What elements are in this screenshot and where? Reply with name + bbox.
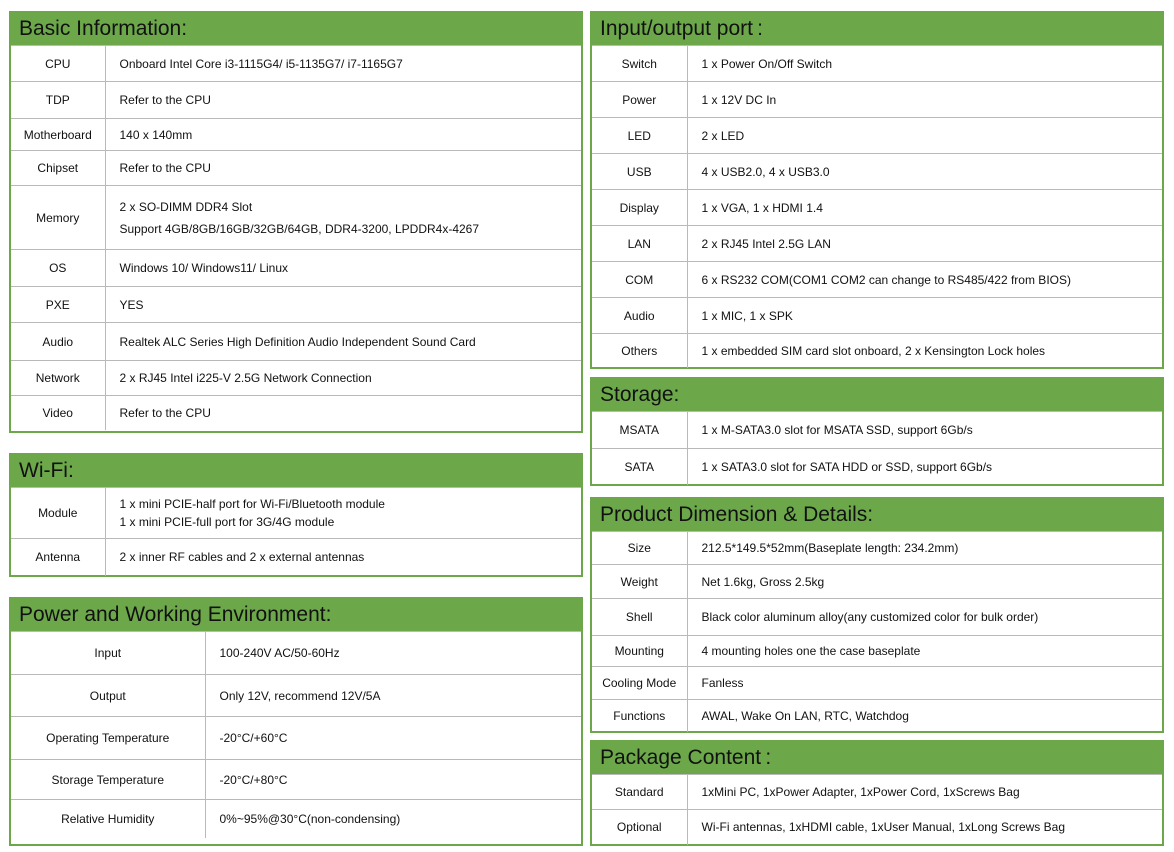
spec-row bbox=[592, 532, 1162, 565]
spec-label: Size bbox=[592, 532, 687, 565]
spec-label: Others bbox=[592, 334, 687, 368]
spec-label: Motherboard bbox=[11, 119, 105, 151]
spec-row bbox=[11, 82, 581, 119]
spec-value-line: 100-240V AC/50-60Hz bbox=[219, 646, 340, 660]
spec-value bbox=[687, 82, 1162, 118]
spec-table bbox=[592, 531, 1162, 732]
spec-value bbox=[687, 190, 1162, 226]
spec-row bbox=[592, 810, 1162, 845]
spec-value bbox=[205, 800, 581, 838]
spec-label: Display bbox=[592, 190, 687, 226]
spec-label: Network bbox=[11, 361, 105, 396]
spec-label: PXE bbox=[11, 287, 105, 323]
spec-value-line: 212.5*149.5*52mm(Baseplate length: 234.2mm) bbox=[701, 541, 959, 555]
section-title: Input/output port : bbox=[592, 13, 1162, 45]
spec-value bbox=[687, 154, 1162, 190]
spec-table bbox=[11, 487, 581, 576]
spec-value-line: 4 x USB2.0, 4 x USB3.0 bbox=[701, 164, 830, 179]
spec-label: Input bbox=[11, 632, 205, 675]
spec-value-line: 1 x VGA, 1 x HDMI 1.4 bbox=[701, 200, 823, 215]
spec-value bbox=[687, 667, 1162, 700]
spec-value-line: Onboard Intel Core i3-1115G4/ i5-1135G7/ i7-1165G7 bbox=[119, 56, 403, 71]
spec-value bbox=[105, 151, 581, 186]
spec-row bbox=[592, 298, 1162, 334]
spec-value-line: 1 x SATA3.0 slot for SATA HDD or SSD, support 6Gb/s bbox=[701, 459, 993, 474]
spec-row bbox=[592, 46, 1162, 82]
spec-value-line: Net 1.6kg, Gross 2.5kg bbox=[701, 574, 825, 589]
spec-row bbox=[592, 262, 1162, 298]
spec-row bbox=[592, 154, 1162, 190]
spec-row bbox=[592, 636, 1162, 667]
spec-row bbox=[11, 186, 581, 250]
spec-row bbox=[11, 632, 581, 675]
spec-value-line: 1 x Power On/Off Switch bbox=[701, 56, 832, 71]
product-dimension-section bbox=[590, 497, 1164, 733]
spec-label: MSATA bbox=[592, 412, 687, 449]
spec-value bbox=[105, 119, 581, 151]
spec-value-line: 140 x 140mm bbox=[119, 127, 193, 142]
spec-value-line: Refer to the CPU bbox=[119, 405, 211, 420]
spec-row bbox=[11, 717, 581, 760]
spec-value-line: 2 x inner RF cables and 2 x external antennas bbox=[119, 550, 365, 565]
spec-value bbox=[687, 532, 1162, 565]
spec-value-line: 1 x mini PCIE-half port for Wi-Fi/Bluetooth module bbox=[119, 497, 385, 511]
spec-row bbox=[592, 667, 1162, 700]
spec-row bbox=[11, 361, 581, 396]
spec-value bbox=[105, 287, 581, 323]
spec-row bbox=[592, 565, 1162, 599]
spec-row bbox=[11, 675, 581, 717]
spec-value-line: 1xMini PC, 1xPower Adapter, 1xPower Cord, 1xScrews Bag bbox=[701, 785, 1020, 799]
spec-value bbox=[105, 250, 581, 287]
section-title: Storage: bbox=[592, 379, 1162, 411]
spec-value bbox=[687, 226, 1162, 262]
spec-value bbox=[687, 775, 1162, 810]
spec-table bbox=[592, 411, 1162, 485]
spec-label: Memory bbox=[11, 186, 105, 250]
spec-label: SATA bbox=[592, 449, 687, 485]
spec-row bbox=[592, 775, 1162, 810]
spec-label: Shell bbox=[592, 599, 687, 636]
spec-value bbox=[105, 46, 581, 82]
package-content-section bbox=[590, 740, 1164, 846]
spec-label: Standard bbox=[592, 775, 687, 810]
spec-label: Functions bbox=[592, 700, 687, 732]
spec-row bbox=[592, 599, 1162, 636]
spec-value-line: 6 x RS232 COM(COM1 COM2 can change to RS485/422 from BIOS) bbox=[701, 272, 1071, 287]
power-environment-section bbox=[9, 597, 583, 846]
spec-row bbox=[592, 700, 1162, 732]
spec-label: TDP bbox=[11, 82, 105, 119]
spec-row bbox=[11, 250, 581, 287]
spec-row bbox=[592, 118, 1162, 154]
spec-value-line: 1 x mini PCIE-full port for 3G/4G module bbox=[119, 515, 335, 529]
spec-label: Optional bbox=[592, 810, 687, 845]
spec-label: Relative Humidity bbox=[11, 800, 205, 838]
spec-value-line: 1 x M-SATA3.0 slot for MSATA SSD, support 6Gb/s bbox=[701, 423, 973, 437]
spec-value bbox=[205, 675, 581, 717]
spec-table bbox=[11, 631, 581, 838]
spec-value bbox=[687, 118, 1162, 154]
spec-label: Output bbox=[11, 675, 205, 717]
spec-label: Video bbox=[11, 396, 105, 430]
spec-label: Mounting bbox=[592, 636, 687, 667]
spec-row bbox=[11, 323, 581, 361]
spec-label: Weight bbox=[592, 565, 687, 599]
spec-label: LAN bbox=[592, 226, 687, 262]
spec-value-line: -20°C/+80°C bbox=[219, 772, 288, 787]
spec-label: Storage Temperature bbox=[11, 760, 205, 800]
spec-row bbox=[11, 760, 581, 800]
spec-label: Cooling Mode bbox=[592, 667, 687, 700]
spec-value-line: Refer to the CPU bbox=[119, 161, 211, 175]
spec-row bbox=[11, 800, 581, 838]
spec-value-line: 0%~95%@30°C(non-condensing) bbox=[219, 811, 401, 826]
spec-value bbox=[105, 396, 581, 430]
spec-value bbox=[205, 717, 581, 760]
spec-label: LED bbox=[592, 118, 687, 154]
spec-value-line: AWAL, Wake On LAN, RTC, Watchdog bbox=[701, 708, 909, 723]
spec-value-line: 1 x 12V DC In bbox=[701, 92, 777, 107]
spec-row bbox=[592, 334, 1162, 368]
spec-value-line: 2 x SO-DIMM DDR4 Slot bbox=[119, 199, 253, 214]
spec-row bbox=[11, 287, 581, 323]
spec-row bbox=[592, 190, 1162, 226]
spec-value-line: Black color aluminum alloy(any customized color for bulk order) bbox=[701, 610, 1039, 624]
spec-label: OS bbox=[11, 250, 105, 287]
spec-value-line: 2 x LED bbox=[701, 128, 745, 143]
spec-label: Switch bbox=[592, 46, 687, 82]
spec-table bbox=[11, 45, 581, 430]
spec-value-line: Realtek ALC Series High Definition Audio Independent Sound Card bbox=[119, 334, 476, 349]
basic-information-section bbox=[9, 11, 583, 433]
storage-section bbox=[590, 377, 1164, 486]
spec-value bbox=[687, 262, 1162, 298]
spec-value bbox=[687, 46, 1162, 82]
spec-label: Antenna bbox=[11, 539, 105, 576]
section-title: Product Dimension & Details: bbox=[592, 499, 1162, 531]
spec-value-line: 4 mounting holes one the case baseplate bbox=[701, 644, 921, 658]
section-title: Package Content : bbox=[592, 742, 1162, 774]
spec-row bbox=[11, 539, 581, 576]
spec-value bbox=[105, 488, 581, 539]
spec-value bbox=[687, 700, 1162, 732]
spec-value bbox=[687, 599, 1162, 636]
spec-value bbox=[105, 186, 581, 250]
spec-value-line: Refer to the CPU bbox=[119, 93, 211, 107]
spec-row bbox=[11, 151, 581, 186]
spec-value-line: YES bbox=[119, 297, 144, 312]
spec-value-line: 2 x RJ45 Intel 2.5G LAN bbox=[701, 236, 831, 251]
spec-label: Module bbox=[11, 488, 105, 539]
spec-label: Operating Temperature bbox=[11, 717, 205, 760]
spec-value bbox=[205, 760, 581, 800]
wifi-section bbox=[9, 453, 583, 577]
spec-value-line: Support 4GB/8GB/16GB/32GB/64GB, DDR4-3200, LPDDR4x-4267 bbox=[119, 221, 480, 236]
spec-value-line: -20°C/+60°C bbox=[219, 731, 288, 745]
spec-row bbox=[11, 396, 581, 430]
spec-value bbox=[105, 361, 581, 396]
spec-value bbox=[687, 449, 1162, 485]
spec-value bbox=[105, 323, 581, 361]
spec-row bbox=[592, 412, 1162, 449]
spec-value bbox=[105, 539, 581, 576]
spec-value bbox=[687, 334, 1162, 368]
spec-value-line: Wi-Fi antennas, 1xHDMI cable, 1xUser Manual, 1xLong Screws Bag bbox=[701, 820, 1065, 835]
spec-value bbox=[687, 810, 1162, 845]
spec-label: Audio bbox=[11, 323, 105, 361]
spec-value-line: Fanless bbox=[701, 676, 744, 690]
section-title: Wi-Fi: bbox=[11, 455, 581, 487]
io-port-section bbox=[590, 11, 1164, 369]
spec-label: Power bbox=[592, 82, 687, 118]
spec-row bbox=[11, 488, 581, 539]
spec-table bbox=[592, 45, 1162, 368]
spec-label: COM bbox=[592, 262, 687, 298]
spec-label: CPU bbox=[11, 46, 105, 82]
spec-row bbox=[592, 226, 1162, 262]
spec-value bbox=[205, 632, 581, 675]
spec-value-line: Only 12V, recommend 12V/5A bbox=[219, 688, 381, 703]
spec-value bbox=[687, 565, 1162, 599]
spec-row bbox=[11, 119, 581, 151]
section-title: Power and Working Environment: bbox=[11, 599, 581, 631]
spec-table bbox=[592, 774, 1162, 845]
spec-value bbox=[687, 412, 1162, 449]
spec-row bbox=[592, 82, 1162, 118]
spec-value bbox=[687, 298, 1162, 334]
spec-value-line: 1 x MIC, 1 x SPK bbox=[701, 308, 793, 323]
spec-value-line: Windows 10/ Windows11/ Linux bbox=[119, 261, 289, 275]
spec-value-line: 2 x RJ45 Intel i225-V 2.5G Network Connection bbox=[119, 371, 372, 385]
section-title: Basic Information: bbox=[11, 13, 581, 45]
spec-row bbox=[11, 46, 581, 82]
spec-value bbox=[687, 636, 1162, 667]
spec-label: Chipset bbox=[11, 151, 105, 186]
spec-label: USB bbox=[592, 154, 687, 190]
spec-label: Audio bbox=[592, 298, 687, 334]
spec-value-line: 1 x embedded SIM card slot onboard, 2 x Kensington Lock holes bbox=[701, 343, 1046, 358]
spec-value bbox=[105, 82, 581, 119]
spec-row bbox=[592, 449, 1162, 485]
